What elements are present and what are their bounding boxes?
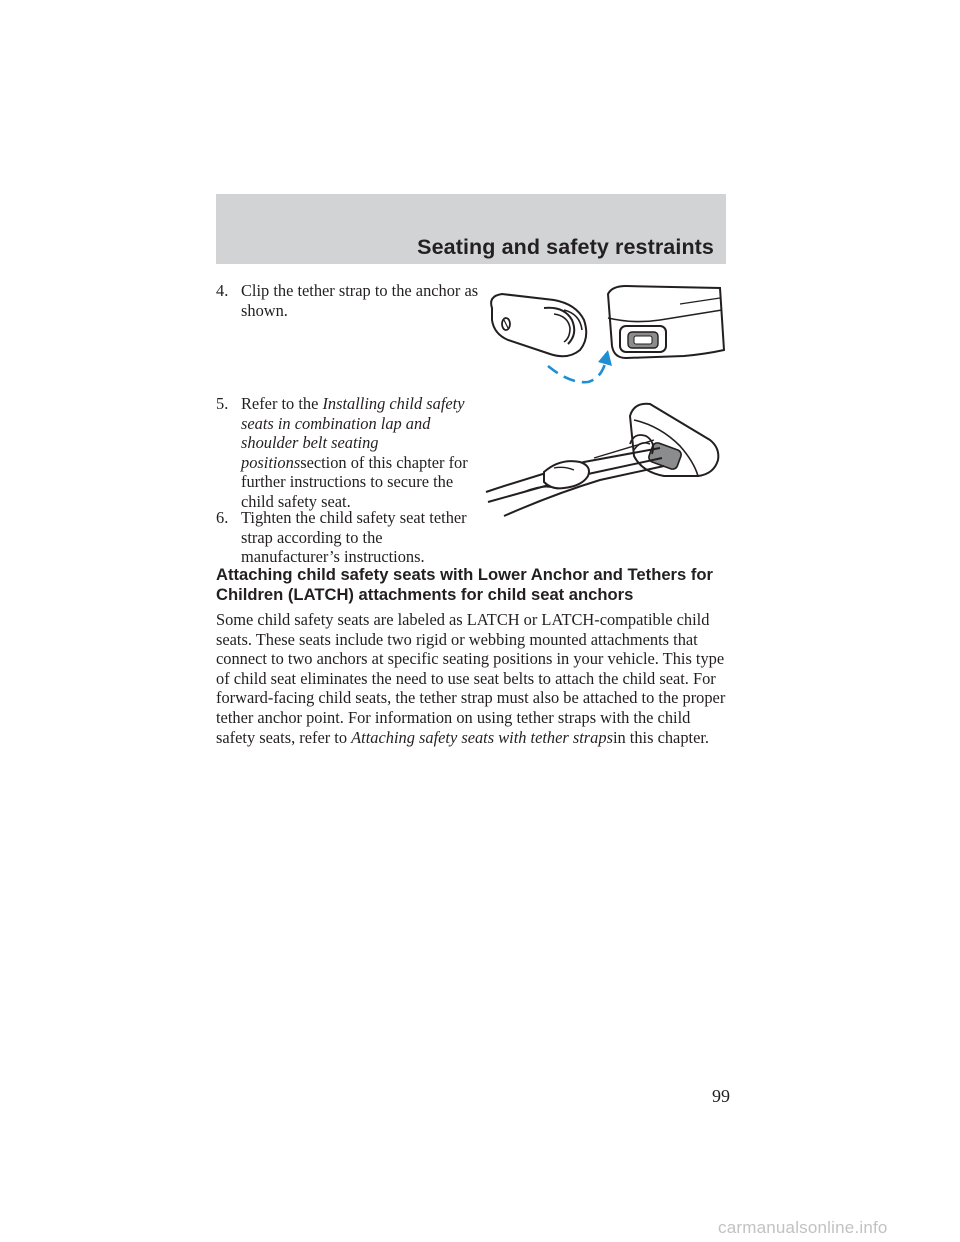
page-number: 99 [712,1086,730,1106]
section-reference: Attaching safety seats with tether straps [351,727,613,747]
latch-body-tail: in this chapter. [612,727,709,747]
section-reference: Installing child safety seats in combination lap and shoulder belt seating positions [241,394,465,472]
step-number: 4. [216,281,229,300]
step-5 [216,394,478,512]
latch-section-body [216,610,731,747]
step-text-tail: section of this chapter for further instructions to secure the child safety seat. [241,452,468,511]
step-text-lead: Refer to the [241,394,323,413]
tighten-strap-illustration [484,396,728,524]
step-text: Clip the tether strap to the anchor as shown. [241,281,479,320]
chapter-header-band [216,194,726,264]
latch-body-text: Some child safety seats are labeled as LATCH or LATCH-compatible child seats. These seats include two rigid or webbing mounted attachments that connect to two anchors at specific seating positions in your vehicle. This type of child seat eliminates the need to use seat belts to attach the child seat. For forward-facing child seats, the tether strap must also be attached to the proper tether anchor point. For information on using tether straps with the child safety seats, refer to [216,610,726,747]
step-text [216,394,478,512]
step-number: 5. [216,394,229,413]
step-text: Tighten the child safety seat tether strap according to the manufacturer’s instructions. [241,508,467,567]
tether-clip-illustration [484,280,728,390]
watermark: carmanualsonline.info [718,1218,888,1237]
step-4 [216,281,481,320]
chapter-title: Seating and safety restraints [417,235,714,259]
step-number: 6. [216,508,229,527]
latch-section-heading: Attaching child safety seats with Lower Anchor and Tethers for Children (LATCH) attachments for child seat anchors [216,565,713,604]
step-6 [216,508,481,567]
